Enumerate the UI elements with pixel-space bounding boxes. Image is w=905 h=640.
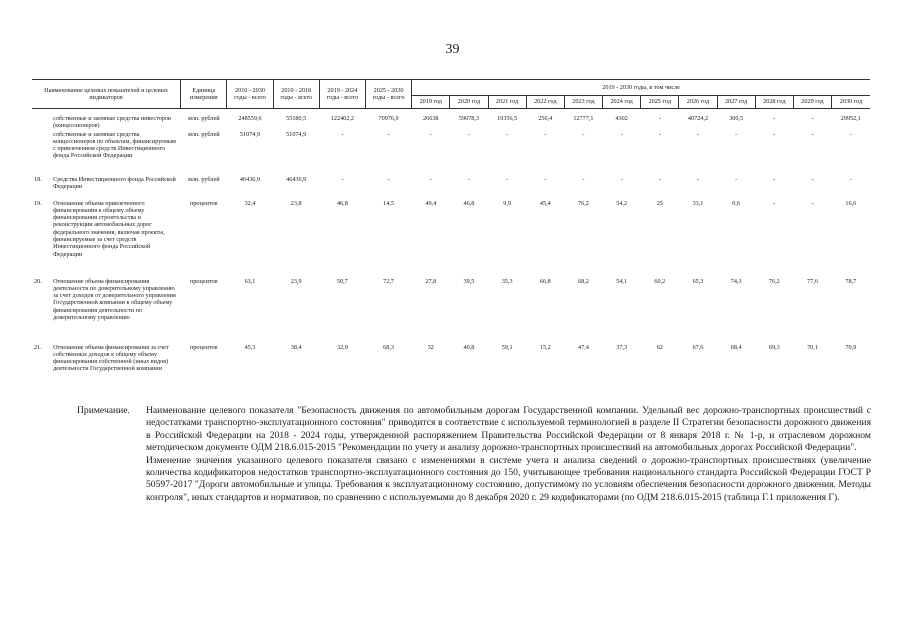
value-cell: - [658,115,661,122]
value-cell: 51074,9 [239,130,261,138]
value-cell: 16,6 [845,199,857,207]
value-cell: - [341,175,344,183]
header-year: 2020 год [450,96,488,109]
value-cell: 38,4 [290,343,302,351]
row-number: 21. [34,343,42,351]
indicator-name: собственные и заемные средства концессионеров по объектам, финансируемым с привлечением средств Инвестиционного фонда Российской Федерации [53,130,176,160]
unit-cell: процентов [190,199,218,207]
value-cell: 26638 [423,115,439,122]
value-cell: 15,2 [539,343,551,351]
value-cell: 46436,9 [239,175,261,183]
value-cell: - [773,175,776,183]
header-year: 2029 год [793,96,831,109]
value-cell: 55180,5 [286,115,307,122]
value-cell: 0,6 [732,199,741,207]
value-cell: - [620,175,623,183]
table-row [32,278,870,344]
indicator-name: Отношение объема финансирования за счет собственных доходов к общему объему финансирования собственной (иных видов) деятельности Государственной компании [53,343,169,373]
note-paragraph-1: Наименование целевого показателя "Безопасность движения по автомобильным дорогам Государственной компании. Удельный вес дорожно-транспортных происшествий с недостатками транспортно-эксплуатационного состояния" приводится в соответствие с используемой терминологией в разделе II Стратегии безопасности дорожного движения в Российской Федерации на 2018 - 2024 годы, утвержденной распоряжением Правительства Российской Федерации от 8 января 2018 г. № 1-р, и отраслевом дорожном методическом документе ОДМ 218.6.015-2015 "Рекомендации по учету и анализу дорожно-транспортных происшествий на автомобильных дорогах Российской Федерации". [146,405,871,454]
value-cell: - [429,130,432,138]
value-cell: - [620,130,623,138]
value-cell: 54,1 [616,277,628,285]
value-cell: 32,4 [244,199,256,207]
indicator-name: собственные и заемные средства инвесторов (концессионеров) [53,115,171,130]
header-year: 2021 год [488,96,526,109]
header-2010-2018: 2010 - 2018 годы - всего [273,80,319,109]
value-cell: - [811,175,814,183]
value-cell: 23,9 [290,277,302,285]
value-cell: 69,3 [768,343,780,351]
value-cell: 49,4 [425,199,437,207]
value-cell: - [696,175,699,183]
header-2019-2024: 2019 - 2024 годы - всего [319,80,365,109]
value-cell: 60,2 [654,277,666,285]
header-year: 2024 год [603,96,641,109]
value-cell: 300,5 [729,115,744,122]
value-cell: 78,7 [845,277,857,285]
value-cell: 72,7 [383,277,394,285]
value-cell: 62 [656,343,663,351]
value-cell: - [467,175,470,183]
value-cell: - [506,130,509,138]
note-paragraph-2: Изменение значения указанного целевого показателя связано с изменениями в системе учета и анализа сведений о дорожно-транспортных происшествиях (увеличение количества кодификаторов недостатков транспортно-эксплуатационного состояния до 150, учитывающее требования национального стандарта Российской Федерации ГОСТ Р 50597-2017 "Дороги автомобильные и улицы. Требования к эксплуатационному состоянию, допустимому по условиям обеспечения безопасности дорожного движения. Методы контроля", иных стандартов и нормативов, по сравнению с используемыми до 8 декабря 2020 г. 29 кодификаторами (по ОДМ 218.6.015-2015 (таблица Г.1 приложения Г). [146,454,871,503]
value-cell: 4302 [615,115,628,122]
value-cell: - [544,175,547,183]
value-cell: 32 [427,343,434,351]
value-cell: 63,1 [244,277,256,285]
table-row [32,109,870,131]
value-cell: 33,1 [692,199,704,207]
value-cell: 32,9 [336,343,348,351]
value-cell: 68,2 [578,277,589,285]
header-unit: Единица измерения [181,80,227,109]
header-year: 2023 год [564,96,602,109]
header-indicator: Наименование целевых показателей и целевых индикаторов [32,80,181,109]
value-cell: - [735,130,738,138]
indicator-name: Средства Инвестиционного фонда Российской Федерации [53,175,176,190]
row-number: 18. [34,175,42,183]
value-cell: - [658,175,661,183]
value-cell: 59078,3 [458,115,479,122]
value-cell: 23,8 [290,199,302,207]
value-cell: - [773,130,776,138]
value-cell: 250,4 [538,115,553,122]
table-body [32,109,870,392]
value-cell: - [811,130,814,138]
header-years-group: 2019 - 2030 годы, в том числе [412,80,870,96]
row-number: 19. [34,199,42,207]
header-year: 2022 год [526,96,564,109]
value-cell: - [735,175,738,183]
value-cell: 70976,9 [378,115,399,122]
value-cell: - [773,115,776,122]
value-cell: 54,2 [616,199,628,207]
header-2010-2030: 2010 - 2030 годы - всего [227,80,273,109]
target-indicators-table [32,79,870,392]
header-year: 2019 год [412,96,450,109]
unit-cell: млн. рублей [187,130,220,138]
value-cell: 76,2 [578,199,589,207]
value-cell: 14,5 [383,199,394,207]
header-year: 2028 год [755,96,793,109]
value-cell: 46,8 [463,199,475,207]
value-cell: 47,4 [578,343,589,351]
value-cell: 59,1 [501,343,513,351]
value-cell: 45,3 [244,343,256,351]
table-row [32,344,870,392]
unit-cell: процентов [190,343,218,351]
row-number [32,131,52,176]
unit-cell: процентов [190,277,218,285]
value-cell: 37,3 [616,343,628,351]
value-cell: 67,6 [692,343,704,351]
header-2025-2030: 2025 - 2030 годы - всего [365,80,411,109]
table-row [32,200,870,278]
note-block [77,405,871,504]
value-cell: 68,4 [730,343,742,351]
value-cell: 25 [656,199,663,207]
table-row [32,176,870,200]
value-cell: - [658,130,661,138]
value-cell: - [582,130,585,138]
value-cell: 40724,2 [687,115,709,122]
header-year: 2027 год [717,96,755,109]
value-cell: - [811,199,814,207]
value-cell: 248559,6 [238,115,262,122]
value-cell: 39,5 [463,277,475,285]
value-cell: 50,7 [336,277,348,285]
value-cell: 70,9 [845,343,857,351]
indicator-name: Отношение объема привлеченного финансирования к общему объему финансирования строительства и реконструкции автомобильных дорог федерального значения, включая проекты, финансируемые за счет средств Инвестиционного фонда Российской Федерации [53,199,165,258]
value-cell: - [387,175,390,183]
value-cell: - [849,130,852,138]
value-cell: - [696,130,699,138]
value-cell: 29952,1 [840,115,861,122]
row-number [32,109,52,131]
value-cell: 12777,1 [573,115,594,122]
value-cell: 66,8 [539,277,551,285]
value-cell: 51074,9 [286,130,307,138]
header-year: 2026 год [679,96,717,109]
value-cell: - [544,130,547,138]
value-cell: 65,3 [692,277,704,285]
value-cell: 19356,5 [497,115,518,122]
value-cell: - [582,175,585,183]
header-year: 2030 год [832,96,870,109]
page-number: 39 [445,42,460,57]
value-cell: - [849,175,852,183]
value-cell: - [811,115,814,122]
value-cell: 46,8 [336,199,348,207]
value-cell: 9,9 [503,199,511,207]
value-cell: - [467,130,470,138]
value-cell: - [773,199,776,207]
value-cell: 77,6 [807,277,818,285]
value-cell: 45,4 [539,199,551,207]
value-cell: 68,3 [383,343,394,351]
value-cell: - [387,130,390,138]
note-label: Примечание. [77,405,130,416]
unit-cell: млн. рублей [187,175,220,183]
indicator-name: Отношение объема финансирования деятельности по доверительному управлению за счет доходов от доверительного управления Государственной компании к общему объему финансирования деятельности по доверительному управлению [53,277,176,321]
value-cell: - [429,175,432,183]
value-cell: 46436,9 [286,175,307,183]
value-cell: 122402,2 [330,115,354,122]
value-cell: 35,3 [501,277,513,285]
table-row [32,131,870,176]
value-cell: - [341,130,344,138]
value-cell: 70,1 [807,343,818,351]
row-number: 20. [34,277,42,285]
value-cell: 40,8 [463,343,475,351]
header-year: 2025 год [641,96,679,109]
value-cell: 76,2 [768,277,780,285]
unit-cell: млн. рублей [187,115,220,122]
value-cell: 74,3 [730,277,742,285]
value-cell: 27,8 [425,277,437,285]
value-cell: - [506,175,509,183]
